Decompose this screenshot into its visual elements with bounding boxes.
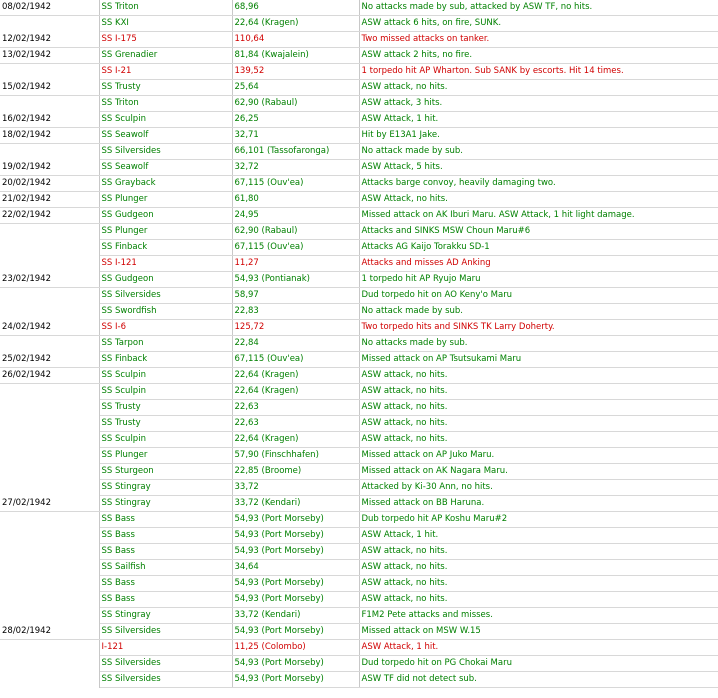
submarine-cell[interactable]: SS Sculpin xyxy=(99,368,232,384)
submarine-cell[interactable]: SS Finback xyxy=(99,240,232,256)
result-cell[interactable]: ASW attack, 3 hits. xyxy=(359,96,718,112)
result-cell[interactable]: ASW attack, no hits. xyxy=(359,416,718,432)
table-row xyxy=(0,496,718,512)
date-cell[interactable] xyxy=(0,240,99,256)
position-cell[interactable]: 57,90 (Finschhafen) xyxy=(232,448,359,464)
submarine-cell[interactable]: SS Sculpin xyxy=(99,432,232,448)
date-cell[interactable]: 13/02/1942 xyxy=(0,48,99,64)
submarine-cell[interactable]: SS Silversides xyxy=(99,288,232,304)
position-cell[interactable]: 22,64 (Kragen) xyxy=(232,384,359,400)
position-cell[interactable]: 11,25 (Colombo) xyxy=(232,640,359,656)
result-cell[interactable]: Missed attack on MSW W.15 xyxy=(359,624,718,640)
table-row xyxy=(0,0,718,16)
submarine-cell[interactable]: SS Bass xyxy=(99,592,232,608)
result-cell[interactable]: Missed attack on AP Juko Maru. xyxy=(359,448,718,464)
result-cell[interactable]: Two missed attacks on tanker. xyxy=(359,32,718,48)
date-cell[interactable] xyxy=(0,608,99,624)
date-cell[interactable] xyxy=(0,640,99,656)
position-cell[interactable]: 68,96 xyxy=(232,0,359,16)
date-cell[interactable]: 21/02/1942 xyxy=(0,192,99,208)
table-row xyxy=(0,80,718,96)
result-cell[interactable]: ASW Attack, no hits. xyxy=(359,192,718,208)
position-cell[interactable]: 34,64 xyxy=(232,560,359,576)
date-cell[interactable] xyxy=(0,384,99,400)
result-cell[interactable]: Attacks AG Kaijo Torakku SD-1 xyxy=(359,240,718,256)
date-cell[interactable]: 27/02/1942 xyxy=(0,496,99,512)
position-cell[interactable]: 61,80 xyxy=(232,192,359,208)
submarine-cell[interactable]: SS Silversides xyxy=(99,624,232,640)
date-cell[interactable] xyxy=(0,512,99,528)
position-cell[interactable]: 22,64 (Kragen) xyxy=(232,368,359,384)
submarine-cell[interactable]: SS Sculpin xyxy=(99,384,232,400)
submarine-cell[interactable]: SS Triton xyxy=(99,0,232,16)
result-cell[interactable]: Dud torpedo hit on PG Chokai Maru xyxy=(359,656,718,672)
submarine-cell[interactable]: SS Silversides xyxy=(99,656,232,672)
date-cell[interactable] xyxy=(0,224,99,240)
position-cell[interactable]: 67,115 (Ouv'ea) xyxy=(232,352,359,368)
result-cell[interactable]: ASW attack, no hits. xyxy=(359,576,718,592)
table-row xyxy=(0,368,718,384)
submarine-cell[interactable]: SS I-121 xyxy=(99,256,232,272)
table-row xyxy=(0,304,718,320)
position-cell[interactable]: 66,101 (Tassofaronga) xyxy=(232,144,359,160)
result-cell[interactable]: Attacks and SINKS MSW Choun Maru#6 xyxy=(359,224,718,240)
table-row xyxy=(0,592,718,608)
date-cell[interactable] xyxy=(0,400,99,416)
table-row xyxy=(0,128,718,144)
date-cell[interactable] xyxy=(0,16,99,32)
result-cell[interactable]: 1 torpedo hit AP Wharton. Sub SANK by escorts. Hit 14 times. xyxy=(359,64,718,80)
table-row xyxy=(0,272,718,288)
result-cell[interactable]: No attack made by sub. xyxy=(359,304,718,320)
submarine-cell[interactable]: I-121 xyxy=(99,640,232,656)
date-cell[interactable] xyxy=(0,144,99,160)
table-row xyxy=(0,48,718,64)
table-row xyxy=(0,480,718,496)
submarine-cell[interactable]: SS Trusty xyxy=(99,400,232,416)
submarine-cell[interactable]: SS Bass xyxy=(99,528,232,544)
position-cell[interactable]: 22,63 xyxy=(232,400,359,416)
position-cell[interactable]: 81,84 (Kwajalein) xyxy=(232,48,359,64)
submarine-cell[interactable]: SS Plunger xyxy=(99,192,232,208)
date-cell[interactable] xyxy=(0,576,99,592)
result-cell[interactable]: ASW attack, no hits. xyxy=(359,544,718,560)
result-cell[interactable]: ASW attack, no hits. xyxy=(359,384,718,400)
position-cell[interactable]: 62,90 (Rabaul) xyxy=(232,224,359,240)
result-cell[interactable]: ASW attack, no hits. xyxy=(359,368,718,384)
submarine-cell[interactable]: SS Plunger xyxy=(99,224,232,240)
result-cell[interactable]: ASW attack, no hits. xyxy=(359,592,718,608)
table-row xyxy=(0,352,718,368)
submarine-cell[interactable]: SS Plunger xyxy=(99,448,232,464)
date-cell[interactable] xyxy=(0,288,99,304)
result-cell[interactable]: ASW Attack, 1 hit. xyxy=(359,640,718,656)
date-cell[interactable]: 20/02/1942 xyxy=(0,176,99,192)
date-cell[interactable] xyxy=(0,336,99,352)
submarine-cell[interactable]: SS Seawolf xyxy=(99,160,232,176)
date-cell[interactable] xyxy=(0,672,99,688)
date-cell[interactable] xyxy=(0,432,99,448)
date-cell[interactable]: 22/02/1942 xyxy=(0,208,99,224)
submarine-cell[interactable]: SS Grayback xyxy=(99,176,232,192)
table-row xyxy=(0,288,718,304)
date-cell[interactable]: 08/02/1942 xyxy=(0,0,99,16)
date-cell[interactable]: 19/02/1942 xyxy=(0,160,99,176)
position-cell[interactable]: 11,27 xyxy=(232,256,359,272)
table-row xyxy=(0,176,718,192)
table-row xyxy=(0,416,718,432)
result-cell[interactable]: ASW attack, no hits. xyxy=(359,400,718,416)
position-cell[interactable]: 22,64 (Kragen) xyxy=(232,432,359,448)
position-cell[interactable]: 67,115 (Ouv'ea) xyxy=(232,176,359,192)
date-cell[interactable] xyxy=(0,560,99,576)
submarine-cell[interactable]: SS Stingray xyxy=(99,608,232,624)
submarine-cell[interactable]: SS Silversides xyxy=(99,144,232,160)
table-row xyxy=(0,320,718,336)
position-cell[interactable]: 67,115 (Ouv'ea) xyxy=(232,240,359,256)
table-row xyxy=(0,672,718,688)
result-cell[interactable]: F1M2 Pete attacks and misses. xyxy=(359,608,718,624)
table-row xyxy=(0,224,718,240)
position-cell[interactable]: 33,72 (Kendari) xyxy=(232,608,359,624)
submarine-cell[interactable]: SS Swordfish xyxy=(99,304,232,320)
table-row xyxy=(0,608,718,624)
table-row xyxy=(0,512,718,528)
date-cell[interactable] xyxy=(0,64,99,80)
date-cell[interactable] xyxy=(0,304,99,320)
table-row xyxy=(0,160,718,176)
position-cell[interactable]: 22,83 xyxy=(232,304,359,320)
submarine-cell[interactable]: SS Tarpon xyxy=(99,336,232,352)
position-cell[interactable]: 110,64 xyxy=(232,32,359,48)
date-cell[interactable]: 28/02/1942 xyxy=(0,624,99,640)
result-cell[interactable]: ASW attack, no hits. xyxy=(359,432,718,448)
result-cell[interactable]: Missed attack on AP Tsutsukami Maru xyxy=(359,352,718,368)
position-cell[interactable]: 125,72 xyxy=(232,320,359,336)
submarine-cell[interactable]: SS KXI xyxy=(99,16,232,32)
result-cell[interactable]: No attack made by sub. xyxy=(359,144,718,160)
submarine-cell[interactable]: SS Seawolf xyxy=(99,128,232,144)
date-cell[interactable]: 25/02/1942 xyxy=(0,352,99,368)
table-row xyxy=(0,336,718,352)
table-row xyxy=(0,448,718,464)
position-cell[interactable]: 54,93 (Port Morseby) xyxy=(232,528,359,544)
position-cell[interactable]: 139,52 xyxy=(232,64,359,80)
date-cell[interactable] xyxy=(0,464,99,480)
table-row xyxy=(0,528,718,544)
date-cell[interactable] xyxy=(0,416,99,432)
table-row xyxy=(0,208,718,224)
submarine-cell[interactable]: SS Trusty xyxy=(99,80,232,96)
result-cell[interactable]: Missed attack on AK Nagara Maru. xyxy=(359,464,718,480)
table-row xyxy=(0,384,718,400)
position-cell[interactable]: 33,72 (Kendari) xyxy=(232,496,359,512)
result-cell[interactable]: Attacks barge convoy, heavily damaging two. xyxy=(359,176,718,192)
date-cell[interactable] xyxy=(0,96,99,112)
result-cell[interactable]: Missed attack on BB Haruna. xyxy=(359,496,718,512)
table-row xyxy=(0,640,718,656)
submarine-cell[interactable]: SS Stingray xyxy=(99,480,232,496)
position-cell[interactable]: 24,95 xyxy=(232,208,359,224)
result-cell[interactable]: Attacked by Ki-30 Ann, no hits. xyxy=(359,480,718,496)
table-row xyxy=(0,240,718,256)
position-cell[interactable]: 62,90 (Rabaul) xyxy=(232,96,359,112)
result-cell[interactable]: ASW attack 2 hits, no fire. xyxy=(359,48,718,64)
submarine-cell[interactable]: SS Silversides xyxy=(99,672,232,688)
table-row xyxy=(0,256,718,272)
result-cell[interactable]: Hit by E13A1 Jake. xyxy=(359,128,718,144)
result-cell[interactable]: ASW attack 6 hits, on fire, SUNK. xyxy=(359,16,718,32)
position-cell[interactable]: 54,93 (Port Morseby) xyxy=(232,592,359,608)
table-row xyxy=(0,576,718,592)
table-row xyxy=(0,192,718,208)
table-row xyxy=(0,432,718,448)
date-cell[interactable]: 24/02/1942 xyxy=(0,320,99,336)
table-row xyxy=(0,656,718,672)
date-cell[interactable] xyxy=(0,528,99,544)
position-cell[interactable]: 26,25 xyxy=(232,112,359,128)
submarine-cell[interactable]: SS Grenadier xyxy=(99,48,232,64)
table-row xyxy=(0,400,718,416)
date-cell[interactable] xyxy=(0,656,99,672)
result-cell[interactable]: 1 torpedo hit AP Ryujo Maru xyxy=(359,272,718,288)
position-cell[interactable]: 54,93 (Port Morseby) xyxy=(232,672,359,688)
table-row xyxy=(0,112,718,128)
position-cell[interactable]: 54,93 (Pontianak) xyxy=(232,272,359,288)
submarine-cell[interactable]: SS Sculpin xyxy=(99,112,232,128)
submarine-cell[interactable]: SS I-6 xyxy=(99,320,232,336)
result-cell[interactable]: ASW attack, no hits. xyxy=(359,80,718,96)
table-row xyxy=(0,560,718,576)
position-cell[interactable]: 54,93 (Port Morseby) xyxy=(232,544,359,560)
result-cell[interactable]: Dud torpedo hit on AO Keny'o Maru xyxy=(359,288,718,304)
date-cell[interactable]: 15/02/1942 xyxy=(0,80,99,96)
submarine-cell[interactable]: SS I-21 xyxy=(99,64,232,80)
submarine-cell[interactable]: SS Stingray xyxy=(99,496,232,512)
submarine-cell[interactable]: SS Bass xyxy=(99,576,232,592)
table-row xyxy=(0,464,718,480)
submarine-cell[interactable]: SS Gudgeon xyxy=(99,208,232,224)
submarine-cell[interactable]: SS Bass xyxy=(99,544,232,560)
date-cell[interactable]: 26/02/1942 xyxy=(0,368,99,384)
result-cell[interactable]: ASW Attack, 1 hit. xyxy=(359,528,718,544)
result-cell[interactable]: No attacks made by sub. xyxy=(359,336,718,352)
table-row xyxy=(0,544,718,560)
table-row xyxy=(0,144,718,160)
date-cell[interactable]: 12/02/1942 xyxy=(0,32,99,48)
result-cell[interactable]: Missed attack on AK Iburi Maru. ASW Attack, 1 hit light damage. xyxy=(359,208,718,224)
position-cell[interactable]: 22,64 (Kragen) xyxy=(232,16,359,32)
submarine-cell[interactable]: SS Gudgeon xyxy=(99,272,232,288)
position-cell[interactable]: 54,93 (Port Morseby) xyxy=(232,512,359,528)
position-cell[interactable]: 33,72 xyxy=(232,480,359,496)
position-cell[interactable]: 54,93 (Port Morseby) xyxy=(232,624,359,640)
submarine-cell[interactable]: SS Triton xyxy=(99,96,232,112)
submarine-cell[interactable]: SS Bass xyxy=(99,512,232,528)
position-cell[interactable]: 22,84 xyxy=(232,336,359,352)
result-cell[interactable]: Dub torpedo hit AP Koshu Maru#2 xyxy=(359,512,718,528)
position-cell[interactable]: 32,71 xyxy=(232,128,359,144)
date-cell[interactable] xyxy=(0,448,99,464)
position-cell[interactable]: 22,63 xyxy=(232,416,359,432)
date-cell[interactable] xyxy=(0,256,99,272)
date-cell[interactable]: 23/02/1942 xyxy=(0,272,99,288)
submarine-cell[interactable]: SS Sailfish xyxy=(99,560,232,576)
position-cell[interactable]: 54,93 (Port Morseby) xyxy=(232,576,359,592)
table-row xyxy=(0,624,718,640)
position-cell[interactable]: 22,85 (Broome) xyxy=(232,464,359,480)
position-cell[interactable]: 32,72 xyxy=(232,160,359,176)
result-cell[interactable]: ASW Attack, 1 hit. xyxy=(359,112,718,128)
date-cell[interactable]: 18/02/1942 xyxy=(0,128,99,144)
date-cell[interactable] xyxy=(0,480,99,496)
result-cell[interactable]: ASW TF did not detect sub. xyxy=(359,672,718,688)
date-cell[interactable] xyxy=(0,592,99,608)
result-cell[interactable]: Two torpedo hits and SINKS TK Larry Doherty. xyxy=(359,320,718,336)
result-cell[interactable]: No attacks made by sub, attacked by ASW TF, no hits. xyxy=(359,0,718,16)
position-cell[interactable]: 58,97 xyxy=(232,288,359,304)
table-row xyxy=(0,32,718,48)
result-cell[interactable]: ASW attack, no hits. xyxy=(359,560,718,576)
date-cell[interactable]: 16/02/1942 xyxy=(0,112,99,128)
submarine-cell[interactable]: SS Trusty xyxy=(99,416,232,432)
table-row xyxy=(0,64,718,80)
table-row xyxy=(0,16,718,32)
position-cell[interactable]: 54,93 (Port Morseby) xyxy=(232,656,359,672)
date-cell[interactable] xyxy=(0,544,99,560)
position-cell[interactable]: 25,64 xyxy=(232,80,359,96)
submarine-cell[interactable]: SS Finback xyxy=(99,352,232,368)
result-cell[interactable]: Attacks and misses AD Anking xyxy=(359,256,718,272)
table-row xyxy=(0,96,718,112)
submarine-cell[interactable]: SS I-175 xyxy=(99,32,232,48)
result-cell[interactable]: ASW Attack, 5 hits. xyxy=(359,160,718,176)
submarine-cell[interactable]: SS Sturgeon xyxy=(99,464,232,480)
